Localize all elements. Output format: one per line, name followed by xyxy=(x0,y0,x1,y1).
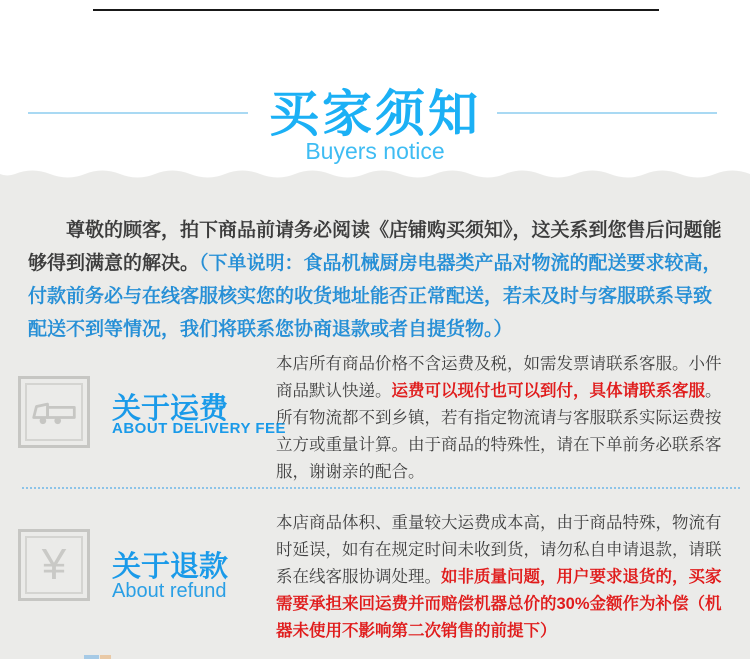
delivery-fee-icon-box xyxy=(18,376,90,448)
yen-icon: ¥ xyxy=(41,540,67,589)
delivery-fee-icon-frame xyxy=(25,383,83,441)
page-subtitle: Buyers notice xyxy=(305,138,445,164)
refund-subtitle: About refund xyxy=(112,580,227,602)
bottom-cutoff-mark-blue xyxy=(84,655,99,659)
truck-icon xyxy=(30,396,78,428)
refund-icon-box xyxy=(18,529,90,601)
delivery-text-part-2: 。所有物流都不到乡镇，若有指定物流请与客服联系实际运费按立方或重量计算。由于商品的特殊性，请在下单前务必联系客服，谢谢亲的配合。 xyxy=(276,382,722,481)
bottom-cutoff-mark-orange xyxy=(100,655,111,659)
dotted-divider xyxy=(22,487,740,489)
delivery-text-part-1: 本店所有商品价格不含运费及税，如需发票请联系客服。小件商品默认快递。 xyxy=(276,355,722,400)
intro-lead-text: 尊敬的顾客，拍下商品前请务必阅读《店铺购买须知》，这关系到您售后问题能够得到满意的解决。 xyxy=(28,220,722,274)
refund-text-part-1: 本店商品体积、重量较大运费成本高，由于商品特殊，物流有时延误，如有在规定时间未收到货，请勿私自申请退款，请联系在线客服协调处理。 xyxy=(276,514,722,586)
page-title: 买家须知 xyxy=(269,86,481,142)
refund-text-red: 如非质量问题，用户要求退货的，买家需要承担来回运费并而赔偿机器总价的30%金额作为补偿（机器未使用不影响第二次销售的前提下） xyxy=(276,568,722,640)
delivery-fee-title: 关于运费 xyxy=(112,393,229,425)
delivery-fee-text xyxy=(276,351,734,486)
intro-paragraph xyxy=(28,214,725,346)
delivery-fee-subtitle: ABOUT DELIVERY FEE xyxy=(112,420,287,437)
intro-note-text: （下单说明：食品机械厨房电器类产品对物流的配送要求较高，付款前务必与在线客服核实您的收货地址能否正常配送，若未及时与客服联系导致配送不到等情况，我们将联系您协商退款或者自提货物。） xyxy=(28,253,722,340)
top-divider-rule xyxy=(93,9,659,11)
refund-text xyxy=(276,510,734,645)
refund-title: 关于退款 xyxy=(112,551,229,583)
refund-icon-frame xyxy=(25,536,83,594)
wave-edge-decoration xyxy=(0,164,750,182)
delivery-text-red: 运费可以现付也可以到付，具体请联系客服 xyxy=(391,382,705,400)
